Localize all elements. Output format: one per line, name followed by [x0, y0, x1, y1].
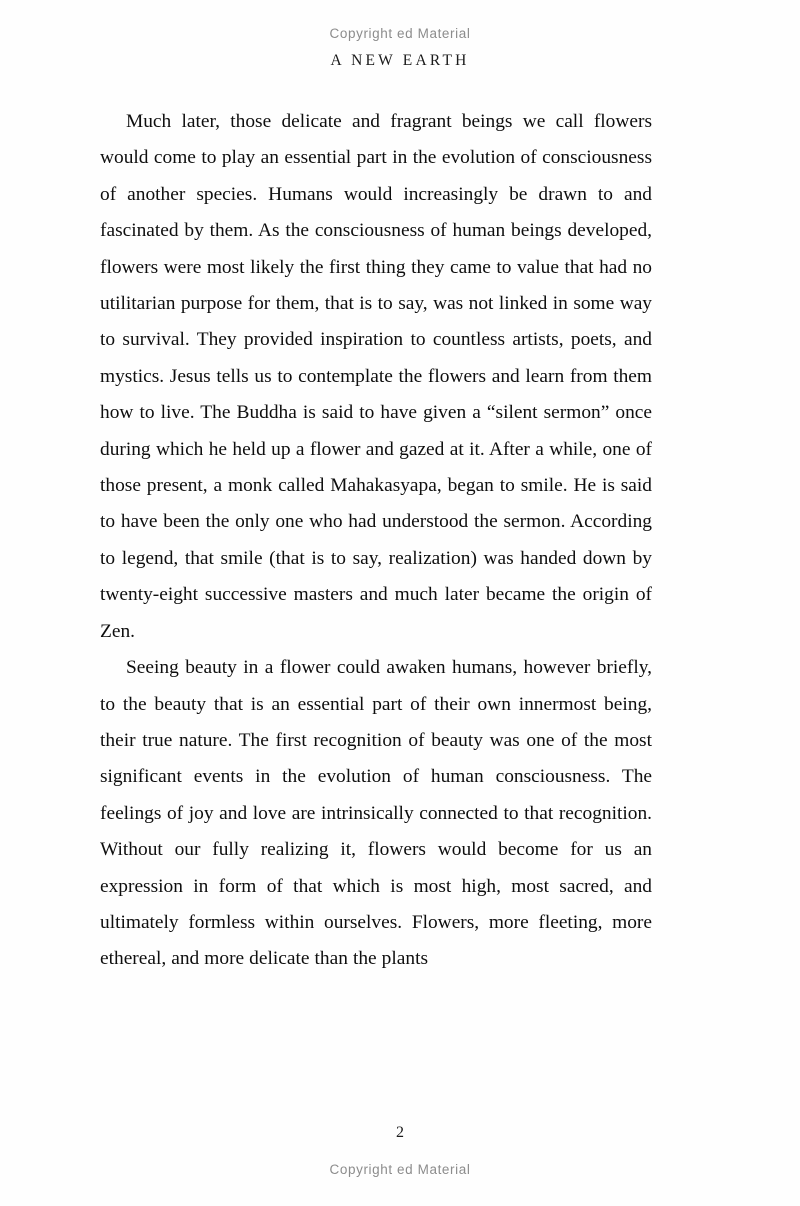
body-text-block — [100, 104, 652, 978]
paragraph: Seeing beauty in a flower could awaken humans, however briefly, to the beauty that is an essential part of their own innermost being, their true nature. The first recognition of beauty was one of the most significant events in the evolution of human consciousness. The feelings of joy and love are intrinsically connected to that recognition. Without our fully realizing it, flowers would become for us an expression in form of that which is most high, most sacred, and ultimately formless within ourselves. Flowers, more fleeting, more ethereal, and more delicate than the plants — [100, 657, 652, 970]
running-head-title: A NEW EARTH — [330, 52, 470, 69]
paragraph: Much later, those delicate and fragrant beings we call flowers would come to play an essential part in the evolution of consciousness of another species. Humans would increasingly be drawn to and fascinated by them. As the consciousness of human beings developed, flowers were most likely the first thing they came to value that had no utilitarian purpose for them, that is to say, was not linked in some way to survival. They provided inspiration to countless artists, poets, and mystics. Jesus tells us to contemplate the flowers and learn from them how to live. The Buddha is said to have given a “silent sermon” once during which he held up a flower and gazed at it. After a while, one of those present, a monk called Mahakasyapa, began to smile. He is said to have been the only one who had understood the sermon. According to legend, that smile (that is to say, realization) was handed down by twenty-eight successive masters and much later became the origin of Zen. — [100, 111, 652, 642]
copyright-notice-bottom: Copyright ed Material — [329, 1162, 471, 1177]
copyright-notice-top: Copyright ed Material — [329, 26, 471, 41]
page-number: 2 — [396, 1124, 404, 1141]
